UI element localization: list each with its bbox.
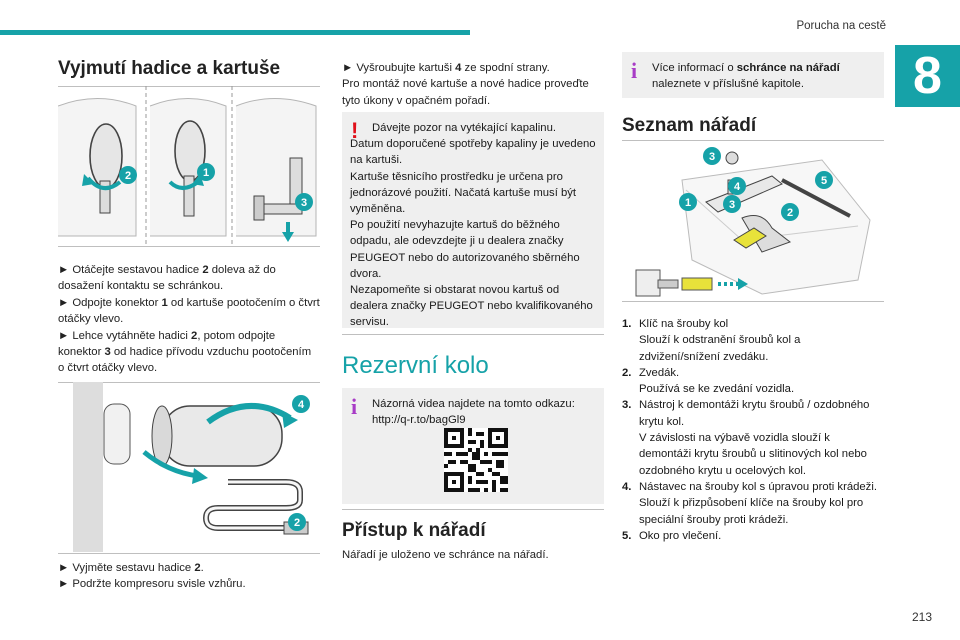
svg-text:2: 2 <box>124 170 132 182</box>
video-info-note: i Názorná videa najdete na tomto odkazu: http://q-r.to/bagGl9 <box>342 388 604 504</box>
svg-text:2: 2 <box>786 207 794 219</box>
section-heading-hose: Vyjmutí hadice a kartuše <box>58 58 281 79</box>
svg-text:3: 3 <box>728 199 736 211</box>
step-pull-hose: ► Lehce vytáhněte hadici 2, potom odpojte konektor 3 od hadice přívodu vzduchu pootočením o čtvrt otáčky vlevo. <box>58 329 312 375</box>
section-title: Porucha na cestě <box>796 20 886 32</box>
tool-item: 4. Nástavec na šrouby kol s úpravou proti krádeži. Slouží k přizpůsobení klíče na šrouby kol pro speciální šrouby proti krádeži. <box>622 480 877 526</box>
callout-5 <box>815 171 833 189</box>
tool-kit-illustration <box>622 140 884 300</box>
callout-2 <box>781 203 799 221</box>
step-disconnect: ► Odpojte konektor 1 od kartuše pootočením o čtvrt otáčky vlevo. <box>58 296 320 326</box>
divider <box>58 553 320 554</box>
svg-text:4: 4 <box>733 181 741 193</box>
step-remove-hose: ► Vyjměte sestavu hadice 2. <box>58 562 204 574</box>
warning-note: ! Dávejte pozor na vytékající kapalinu. Datum doporučené spotřeby kapaliny je uvedeno na kartuši. Kartuše těsnicího prostředku je určena pro jednorázové použití. Načatá kartuše musí být vyměněna. Po použití nevyhazujte kartuš do běžného odpadu, ale odevzdejte ji u dealera značky PEUGEOT nebo do autorizovaného sběrného dvora. Nezapomeňte si obstarat novou kartuš od dealera značky PEUGEOT nebo kvalifikovaného servisu. <box>342 112 604 328</box>
tool-box-info-note: i Více informací o schránce na nářadí naleznete v příslušné kapitole. <box>622 52 884 98</box>
svg-text:5: 5 <box>820 175 828 187</box>
svg-text:3: 3 <box>300 197 308 209</box>
svg-text:2: 2 <box>293 517 301 529</box>
callout-1 <box>197 163 215 181</box>
svg-text:1: 1 <box>202 167 210 179</box>
hose-steps <box>58 262 320 377</box>
info-icon: i <box>351 394 358 419</box>
section-heading-spare-wheel: Rezervní kolo <box>342 352 489 379</box>
tool-item: 2. Zvedák. Používá se ke zvedání vozidla. <box>622 366 795 396</box>
cartridge-step: ► Vyšroubujte kartuši 4 ze spodní strany. Pro montáž nové kartuše a nové hadice proveďte tyto úkony v opačném pořadí. <box>342 62 589 107</box>
callout-2 <box>288 513 306 531</box>
warning-icon: ! <box>351 118 359 143</box>
step-rotate: ► Otáčejte sestavou hadice 2 doleva až do dosažení kontaktu se schránkou. <box>58 264 276 293</box>
tool-item: 5. Oko pro vlečení. <box>622 529 722 542</box>
tool-item: 3. Nástroj k demontáži krytu šroubů / ozdobného krytu kol. V závislosti na výbavě vozidla slouží k demontáži krytu šroubů u slitinových kol nebo ozdobného krytu u ocelových kol. <box>622 399 870 477</box>
step-hold-compressor: ► Podržte kompresoru svisle vzhůru. <box>58 578 246 591</box>
cartridge-hose-illustration <box>58 382 320 552</box>
hose-removal-illustration <box>58 86 320 244</box>
divider <box>342 334 604 335</box>
info-icon: i <box>631 58 638 83</box>
page-number: 213 <box>911 610 932 624</box>
divider <box>342 509 604 510</box>
qr-code-image[interactable] <box>444 428 508 492</box>
tool-item: 1. Klíč na šrouby kol Slouží k odstranění šroubů kol a zdvižení/snížení zvedáku. <box>622 318 801 363</box>
hose-steps-2 <box>58 560 320 593</box>
divider <box>58 246 320 247</box>
tool-access-text: Nářadí je uloženo ve schránce na nářadí. <box>342 549 549 561</box>
tool-list <box>622 316 884 544</box>
callout-1 <box>679 193 697 211</box>
callout-4 <box>292 395 310 413</box>
callout-2 <box>119 166 137 184</box>
svg-text:4: 4 <box>297 399 305 411</box>
callout-3 <box>295 193 313 211</box>
section-heading-tool-list: Seznam nářadí <box>622 115 757 136</box>
callout-4 <box>728 177 746 195</box>
header-accent-bar <box>0 30 470 35</box>
chapter-number: 8 <box>895 45 960 107</box>
callout-3 <box>723 195 741 213</box>
svg-text:3: 3 <box>708 151 716 163</box>
divider <box>622 301 884 302</box>
svg-text:1: 1 <box>684 197 692 209</box>
section-heading-tool-access: Přístup k nářadí <box>342 520 486 541</box>
callout-3 <box>703 147 721 165</box>
